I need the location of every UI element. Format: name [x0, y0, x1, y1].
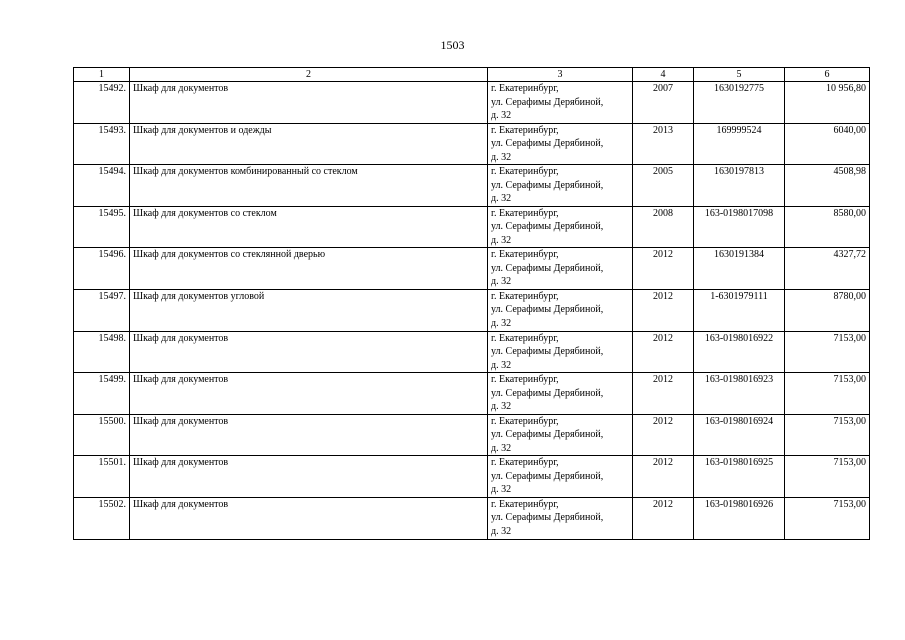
address-cell — [488, 82, 633, 124]
address-line: д. 32 — [491, 151, 512, 163]
cost-cell: 4508,98 — [785, 165, 870, 207]
row-number-cell: 15496. — [74, 248, 130, 290]
inventory-number-cell: 163-0198016924 — [694, 414, 785, 456]
row-number-cell: 15495. — [74, 206, 130, 248]
item-name-cell: Шкаф для документов — [130, 497, 488, 539]
year-cell: 2005 — [633, 165, 694, 207]
item-name-cell: Шкаф для документов — [130, 373, 488, 415]
year-cell: 2013 — [633, 123, 694, 165]
address-line: г. Екатеринбург, — [491, 207, 559, 219]
table-row — [74, 289, 870, 331]
address-line: г. Екатеринбург, — [491, 332, 559, 344]
address-line: ул. Серафимы Дерябиной, — [491, 221, 604, 233]
address-line: г. Екатеринбург, — [491, 457, 559, 469]
address-cell — [488, 248, 633, 290]
address-line: д. 32 — [491, 193, 512, 205]
inventory-number-cell: 1630192775 — [694, 82, 785, 124]
cost-cell: 10 956,80 — [785, 82, 870, 124]
address-line: ул. Серафимы Дерябиной, — [491, 138, 604, 150]
property-registry-table — [73, 67, 870, 540]
address-line: ул. Серафимы Дерябиной, — [491, 262, 604, 274]
address-line: д. 32 — [491, 442, 512, 454]
column-header-6: 6 — [785, 68, 870, 82]
inventory-number-cell: 1630191384 — [694, 248, 785, 290]
inventory-number-cell: 169999524 — [694, 123, 785, 165]
address-line: д. 32 — [491, 110, 512, 121]
inventory-number-cell: 163-0198016926 — [694, 497, 785, 539]
column-header-4: 4 — [633, 68, 694, 82]
address-line: ул. Серафимы Дерябиной, — [491, 304, 604, 316]
address-cell — [488, 497, 633, 539]
address-line: д. 32 — [491, 359, 512, 371]
address-line: г. Екатеринбург, — [491, 249, 559, 261]
row-number-cell: 15494. — [74, 165, 130, 207]
cost-cell: 7153,00 — [785, 331, 870, 373]
table-row — [74, 373, 870, 415]
row-number-cell: 15498. — [74, 331, 130, 373]
row-number-cell: 15497. — [74, 289, 130, 331]
address-cell — [488, 414, 633, 456]
table-row — [74, 248, 870, 290]
item-name-cell: Шкаф для документов — [130, 82, 488, 124]
inventory-number-cell: 163-0198016922 — [694, 331, 785, 373]
year-cell: 2012 — [633, 248, 694, 290]
cost-cell: 7153,00 — [785, 414, 870, 456]
table-row — [74, 123, 870, 165]
item-name-cell: Шкаф для документов со стеклом — [130, 206, 488, 248]
year-cell: 2008 — [633, 206, 694, 248]
inventory-number-cell: 1630197813 — [694, 165, 785, 207]
item-name-cell: Шкаф для документов и одежды — [130, 123, 488, 165]
item-name-cell: Шкаф для документов угловой — [130, 289, 488, 331]
column-header-3: 3 — [488, 68, 633, 82]
column-header-5: 5 — [694, 68, 785, 82]
year-cell: 2012 — [633, 456, 694, 498]
address-line: д. 32 — [491, 525, 512, 537]
address-cell — [488, 206, 633, 248]
year-cell: 2012 — [633, 414, 694, 456]
address-line: г. Екатеринбург, — [491, 290, 559, 302]
item-name-cell: Шкаф для документов со стеклянной дверью — [130, 248, 488, 290]
table-row — [74, 206, 870, 248]
cost-cell: 8780,00 — [785, 289, 870, 331]
address-cell — [488, 373, 633, 415]
year-cell: 2012 — [633, 497, 694, 539]
table-row — [74, 331, 870, 373]
address-line: д. 32 — [491, 234, 512, 246]
table-row — [74, 165, 870, 207]
address-line: ул. Серафимы Дерябиной, — [491, 470, 604, 482]
cost-cell: 7153,00 — [785, 373, 870, 415]
column-header-1: 1 — [74, 68, 130, 82]
address-cell — [488, 123, 633, 165]
inventory-number-cell: 1-6301979111 — [694, 289, 785, 331]
row-number-cell: 15499. — [74, 373, 130, 415]
inventory-number-cell: 163-0198017098 — [694, 206, 785, 248]
year-cell: 2007 — [633, 82, 694, 124]
address-cell — [488, 289, 633, 331]
table-row — [74, 497, 870, 539]
row-number-cell: 15500. — [74, 414, 130, 456]
address-line: г. Екатеринбург, — [491, 415, 559, 427]
inventory-number-cell: 163-0198016923 — [694, 373, 785, 415]
year-cell: 2012 — [633, 289, 694, 331]
row-number-cell: 15501. — [74, 456, 130, 498]
table-row — [74, 414, 870, 456]
address-cell — [488, 456, 633, 498]
address-line: ул. Серафимы Дерябиной, — [491, 429, 604, 441]
table-row — [74, 456, 870, 498]
address-cell — [488, 331, 633, 373]
cost-cell: 7153,00 — [785, 456, 870, 498]
item-name-cell: Шкаф для документов — [130, 331, 488, 373]
item-name-cell: Шкаф для документов — [130, 414, 488, 456]
address-line: ул. Серафимы Дерябиной, — [491, 346, 604, 358]
address-line: г. Екатеринбург, — [491, 498, 559, 510]
year-cell: 2012 — [633, 331, 694, 373]
table-header — [74, 68, 870, 82]
table-row — [74, 82, 870, 124]
address-line: д. 32 — [491, 484, 512, 496]
address-line: г. Екатеринбург, — [491, 166, 559, 178]
address-line: г. Екатеринбург, — [491, 83, 559, 94]
column-header-2: 2 — [130, 68, 488, 82]
page-number: 1503 — [440, 38, 465, 52]
address-line: д. 32 — [491, 276, 512, 288]
address-line: ул. Серафимы Дерябиной, — [491, 387, 604, 399]
cost-cell: 7153,00 — [785, 497, 870, 539]
cost-cell: 6040,00 — [785, 123, 870, 165]
address-line: г. Екатеринбург, — [491, 124, 559, 136]
item-name-cell: Шкаф для документов комбинированный со стеклом — [130, 165, 488, 207]
address-line: г. Екатеринбург, — [491, 374, 559, 386]
header-row — [74, 68, 870, 82]
inventory-number-cell: 163-0198016925 — [694, 456, 785, 498]
address-line: ул. Серафимы Дерябиной, — [491, 96, 604, 108]
table-body — [74, 82, 870, 540]
year-cell: 2012 — [633, 373, 694, 415]
cost-cell: 8580,00 — [785, 206, 870, 248]
cost-cell: 4327,72 — [785, 248, 870, 290]
item-name-cell: Шкаф для документов — [130, 456, 488, 498]
address-line: ул. Серафимы Дерябиной, — [491, 512, 604, 524]
row-number-cell: 15502. — [74, 497, 130, 539]
address-line: ул. Серафимы Дерябиной, — [491, 179, 604, 191]
row-number-cell: 15492. — [74, 82, 130, 124]
address-cell — [488, 165, 633, 207]
row-number-cell: 15493. — [74, 123, 130, 165]
address-line: д. 32 — [491, 401, 512, 413]
address-line: д. 32 — [491, 317, 512, 329]
